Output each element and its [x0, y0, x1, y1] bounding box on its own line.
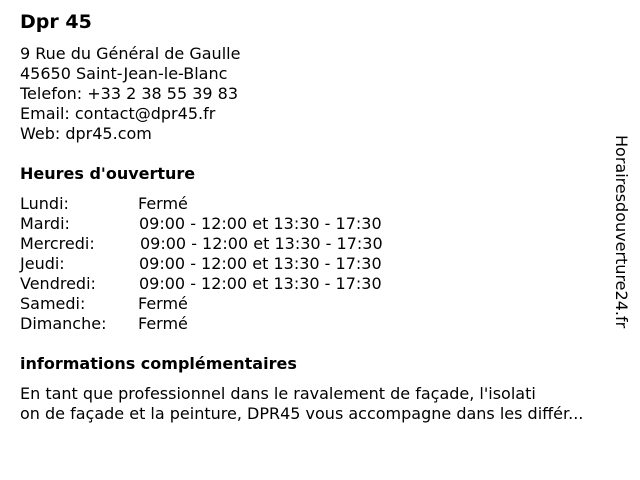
hours-row-saturday — [20, 294, 460, 314]
hours-day: Vendredi: — [20, 274, 96, 293]
opening-hours-table — [20, 194, 460, 334]
hours-time: 09:00 - 12:00 et 13:30 - 17:30 — [139, 274, 382, 293]
hours-row-friday — [20, 274, 460, 294]
hours-day: Samedi: — [20, 294, 86, 313]
email-address: Email: contact@dpr45.fr — [20, 104, 216, 123]
hours-row-wednesday — [20, 234, 460, 254]
hours-day: Mardi: — [20, 214, 70, 233]
hours-day: Lundi: — [20, 194, 69, 213]
additional-info-text — [20, 384, 610, 424]
hours-row-thursday — [20, 254, 460, 274]
hours-time: 09:00 - 12:00 et 13:30 - 17:30 — [140, 234, 383, 253]
hours-row-monday — [20, 194, 460, 214]
address-line-city: 45650 Saint-Jean-le-Blanc — [20, 64, 228, 83]
info-line: En tant que professionnel dans le ravalement de façade, l'isolati — [20, 384, 536, 403]
business-name: Dpr 45 — [20, 11, 92, 33]
opening-hours-heading: Heures d'ouverture — [20, 164, 196, 183]
address-line-street: 9 Rue du Général de Gaulle — [20, 44, 241, 63]
hours-time: Fermé — [138, 194, 188, 213]
hours-day: Dimanche: — [20, 314, 107, 333]
hours-day: Mercredi: — [20, 234, 95, 253]
site-watermark: Horairesdouverture24.fr — [612, 135, 631, 329]
hours-time: 09:00 - 12:00 et 13:30 - 17:30 — [139, 214, 382, 233]
contact-block — [20, 44, 240, 144]
hours-row-tuesday — [20, 214, 460, 234]
website: Web: dpr45.com — [20, 124, 152, 143]
phone-number: Telefon: +33 2 38 55 39 83 — [20, 84, 239, 103]
hours-day: Jeudi: — [20, 254, 65, 273]
hours-time: Fermé — [138, 294, 188, 313]
hours-time: Fermé — [138, 314, 188, 333]
hours-time: 09:00 - 12:00 et 13:30 - 17:30 — [139, 254, 382, 273]
additional-info-heading: informations complémentaires — [20, 354, 297, 373]
info-line: on de façade et la peinture, DPR45 vous accompagne dans les différ... — [20, 404, 584, 423]
hours-row-sunday — [20, 314, 460, 334]
